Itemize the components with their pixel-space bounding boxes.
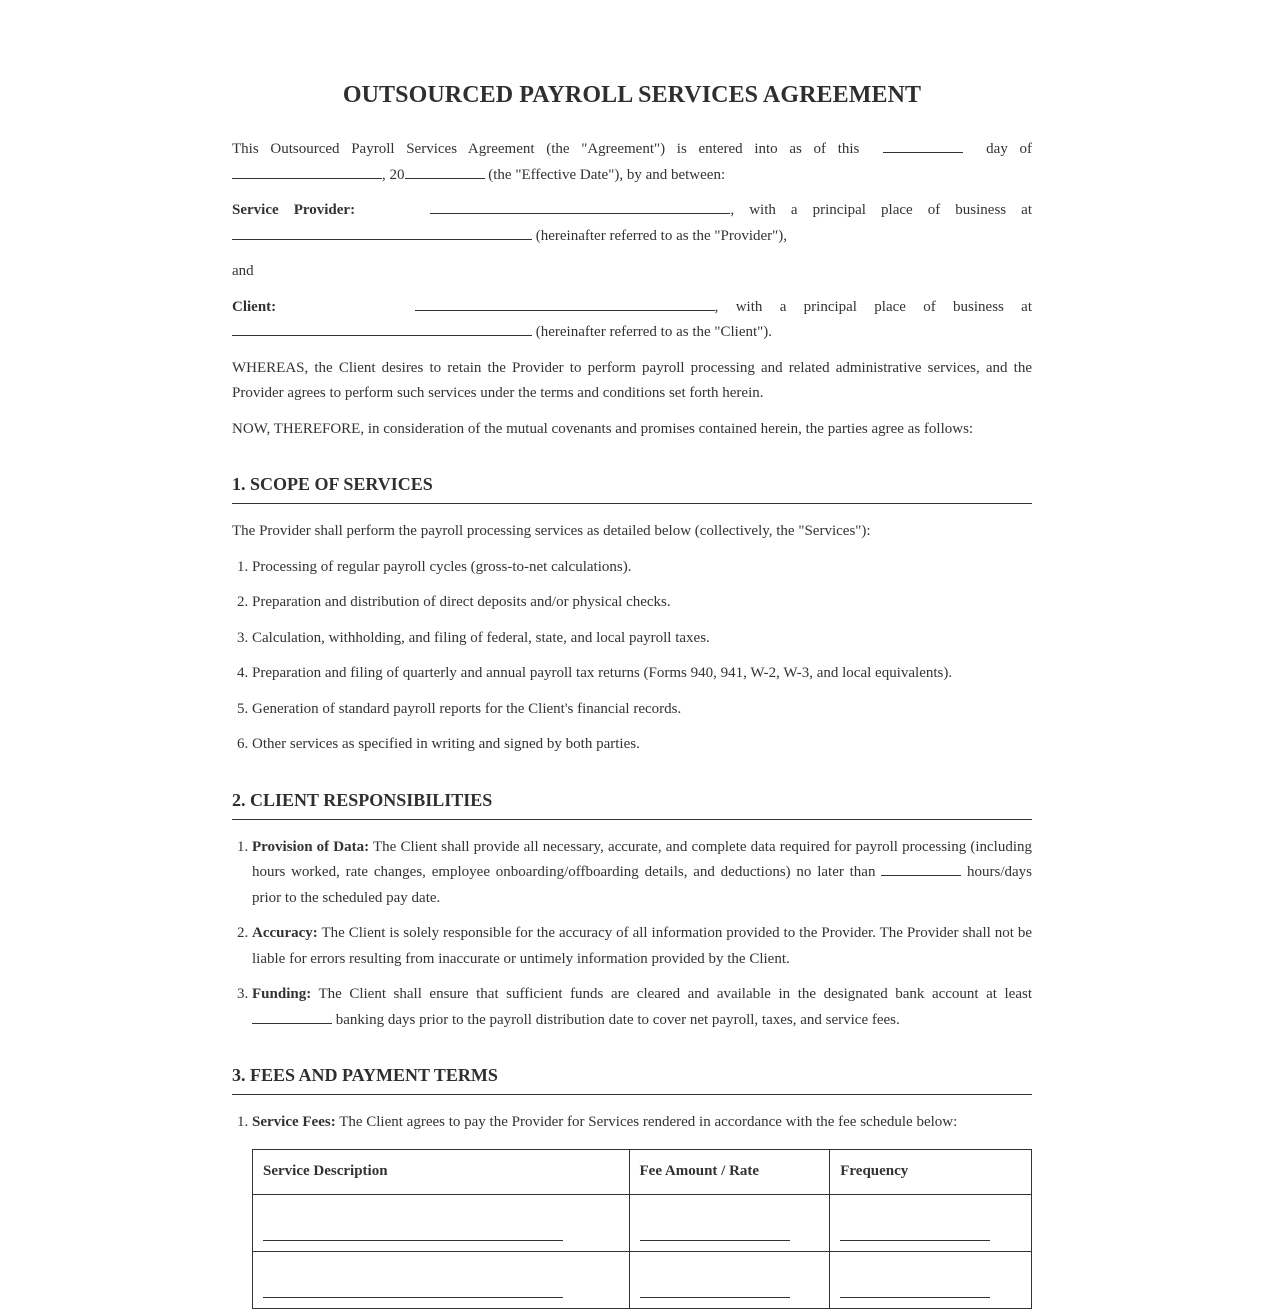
client-text: , with a principal place of business at	[714, 298, 1033, 315]
list-item: 6. Other services as specified in writing and signed by both parties.	[252, 732, 1032, 758]
table-cell	[830, 1194, 1032, 1251]
item-term: Provision of Data:	[252, 838, 370, 855]
and-text: and	[232, 263, 254, 279]
hours-blank[interactable]	[881, 860, 961, 876]
section-1-heading: 1. SCOPE OF SERVICES	[232, 473, 1032, 504]
day-blank[interactable]	[883, 137, 963, 153]
table-row	[253, 1251, 1032, 1308]
fee-amount-blank[interactable]	[640, 1240, 790, 1241]
section-1-intro: The Provider shall perform the payroll processing services as detailed below (collectively, the "Services"):	[232, 523, 871, 539]
table-header-row	[253, 1149, 1032, 1194]
now-therefore-paragraph: NOW, THEREFORE, in consideration of the mutual covenants and promises contained herein, the parties agree as follows:	[232, 420, 974, 437]
item-term: Funding:	[252, 986, 312, 1002]
provider-address-blank[interactable]	[232, 224, 532, 240]
fee-schedule-table	[252, 1149, 1032, 1309]
intro-effective-date: (the "Effective Date"), by and between:	[488, 166, 726, 183]
client-address-blank[interactable]	[232, 320, 532, 336]
list-item: 3. Calculation, withholding, and filing of federal, state, and local payroll taxes.	[252, 626, 1032, 652]
intro-paragraph	[232, 137, 1032, 188]
client-paragraph	[232, 295, 1032, 346]
list-item: 2. Preparation and distribution of direct deposits and/or physical checks.	[252, 590, 1032, 616]
item-term: Accuracy:	[252, 925, 318, 941]
item-text: The Client shall provide all necessary, accurate, and complete data required for payroll processing (including hours worked, rate changes, employee onboarding/offboarding details, and deductions) no later than	[252, 838, 1032, 880]
list-item	[252, 921, 1032, 972]
table-row	[253, 1194, 1032, 1251]
fee-amount-blank[interactable]	[640, 1297, 790, 1298]
service-description-blank[interactable]	[263, 1240, 563, 1241]
provider-hereinafter: (hereinafter referred to as the "Provider"),	[535, 227, 788, 244]
table-cell	[253, 1194, 630, 1251]
year-blank[interactable]	[405, 163, 485, 179]
intro-day-of: day of	[986, 141, 1033, 157]
intro-text: This Outsourced Payroll Services Agreement (the "Agreement") is entered into as of this	[232, 141, 860, 157]
document-page	[232, 0, 1032, 1309]
fees-list	[232, 1110, 1032, 1136]
list-item: 5. Generation of standard payroll reports for the Client's financial records.	[252, 697, 1032, 723]
table-cell	[629, 1251, 830, 1308]
item-text-after: hours/days prior to the scheduled pay date.	[252, 864, 1033, 906]
client-label: Client:	[232, 298, 277, 315]
document-title: OUTSOURCED PAYROLL SERVICES AGREEMENT	[342, 82, 922, 108]
table-cell	[830, 1251, 1032, 1308]
services-list	[232, 555, 1032, 758]
list-item: 1. Processing of regular payroll cycles (gross-to-net calculations).	[252, 555, 1032, 581]
table-cell	[253, 1251, 630, 1308]
column-header: Service Description	[253, 1149, 630, 1194]
frequency-blank[interactable]	[840, 1297, 990, 1298]
responsibilities-list	[232, 835, 1032, 1034]
item-text: The Client agrees to pay the Provider for Services rendered in accordance with the fee schedule below:	[339, 1114, 958, 1130]
list-item	[252, 1110, 1032, 1136]
item-term: Service Fees:	[252, 1114, 336, 1130]
provider-label: Service Provider:	[232, 202, 356, 218]
provider-text: , with a principal place of business at	[730, 202, 1033, 218]
service-description-blank[interactable]	[263, 1297, 563, 1298]
item-text: The Client shall ensure that sufficient funds are cleared and available in the designated bank account at least	[318, 986, 1033, 1002]
column-header: Frequency	[830, 1149, 1032, 1194]
item-text-after: banking days prior to the payroll distribution date to cover net payroll, taxes, and service fees.	[335, 1011, 900, 1028]
list-item	[252, 982, 1032, 1033]
list-item	[252, 835, 1032, 912]
month-blank[interactable]	[232, 163, 382, 179]
provider-name-blank[interactable]	[430, 198, 730, 214]
item-text: The Client is solely responsible for the accuracy of all information provided to the Provider. The Provider shall not be liable for errors resulting from inaccurate or untimely information provided by the Client.	[252, 925, 1032, 967]
whereas-paragraph: WHEREAS, the Client desires to retain the Provider to perform payroll processing and related administrative services, and the Provider agrees to perform such services under the terms and conditions set forth herein.	[232, 359, 1032, 401]
list-item: 4. Preparation and filing of quarterly and annual payroll tax returns (Forms 940, 941, W-2, W-3, and local equivalents).	[252, 661, 1032, 687]
provider-paragraph	[232, 198, 1032, 249]
section-2-heading: 2. CLIENT RESPONSIBILITIES	[232, 789, 1032, 820]
column-header: Fee Amount / Rate	[629, 1149, 830, 1194]
client-hereinafter: (hereinafter referred to as the "Client").	[535, 324, 773, 340]
intro-year-prefix: , 20	[382, 166, 405, 183]
table-cell	[629, 1194, 830, 1251]
banking-days-blank[interactable]	[252, 1008, 332, 1024]
section-3-heading: 3. FEES AND PAYMENT TERMS	[232, 1064, 1032, 1095]
frequency-blank[interactable]	[840, 1240, 990, 1241]
client-name-blank[interactable]	[415, 295, 715, 311]
